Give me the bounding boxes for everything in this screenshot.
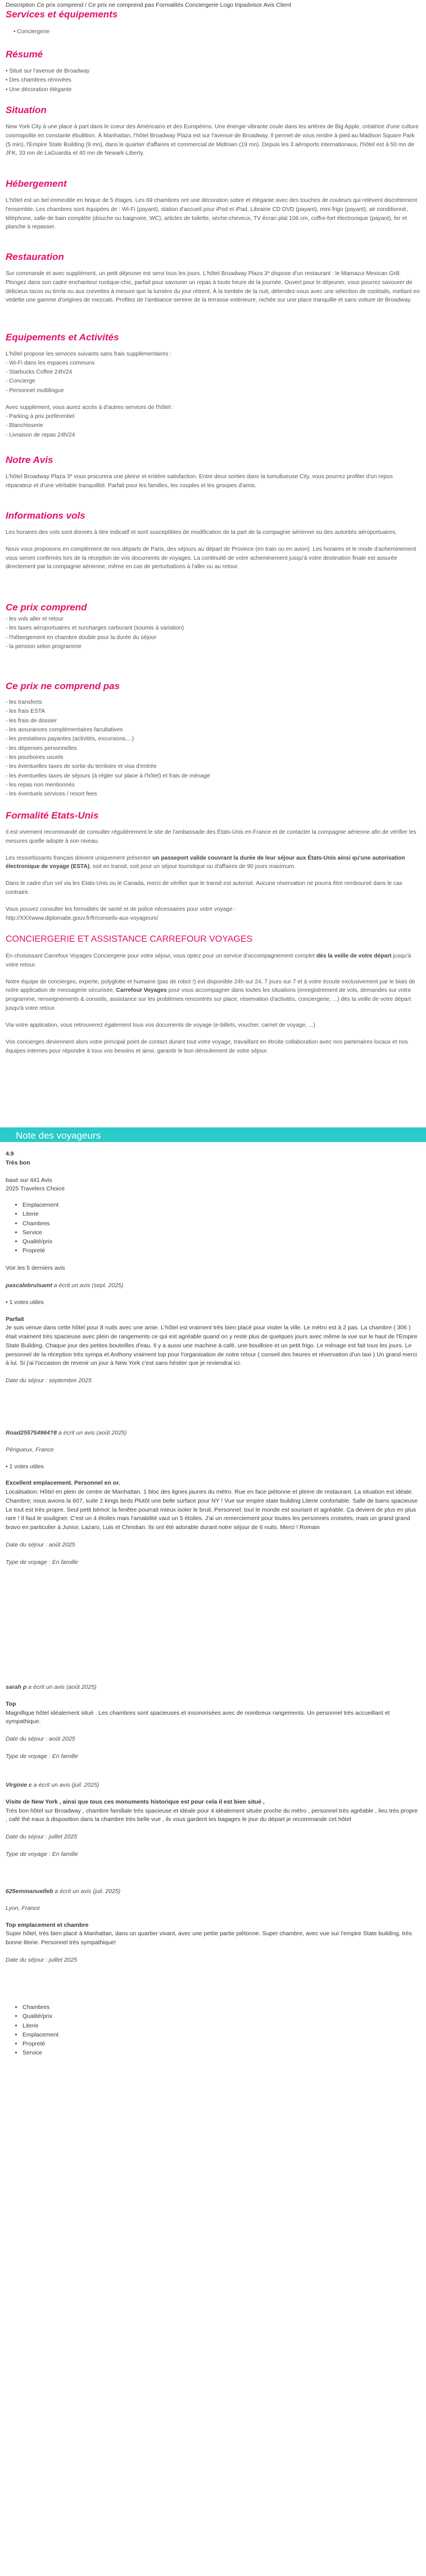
review-4: Virginie c a écrit un avis (juil. 2025) Visite de New York , ainsi que tous ces monuments historique est pour cela il est bien situé , Très bon hôtel sur Broadway , chambre familiale très spacieuse et idéale pour 4 idéalement située proche du métro , personnel très agréable , lieu très propre , café thé eaux à disposition dans la chambre très belle vue , ils vous gardent les bagages le jour du départ je recommande cet hôtel Date du séjour : juillet 2025 Type de voyage : En famille xyxy=(6,1781,420,1859)
list-item: - les transferts xyxy=(6,698,420,707)
review-location: Lyon, France xyxy=(6,1904,40,1912)
infos-section xyxy=(6,510,420,572)
review-author: Road255754964?8 xyxy=(6,1429,57,1436)
services-section xyxy=(6,9,420,37)
list-item: • Service xyxy=(22,2048,420,2057)
list-item: - les dépenses personnelles xyxy=(6,744,420,753)
review-date: Date du séjour : août 2025 xyxy=(6,1736,75,1742)
notes-banner-title: Note des voyageurs xyxy=(16,1130,101,1141)
review-2: Road255754964?8 a écrit un avis (août 2025) Périgueux, France • 1 votes utiles Excellent emplacement. Personnel en or. Localisation: Hôtel en plein de centre de Manhattan. 1 bloc des lignes jaunes du métro. Rue en face piétonne et pleine de restaurant. La situation est idéale. Chambre; nous avions la 607, suite 2 kings beds Plutôt une belle surface pour NY ! Vue sur empire state building Literie confortable. Salle de bains spacieuse Le tout est très propre. Seul petit bémol: la fenêtre pourrait mieux isoler le bruit. Personnel: tout le monde est souriant et agréable. Ça devient de plus en plus rare ! Il faut le souligner. C'est un 4 étoiles mais l'amabilité vaut un 5 étoiles. J'ai un remerciement pour toutes les personnes croisées, mais un grand grand bravo en particulier à Junior, Lazaro, Luis et Christian. Ils ont été adorable durant notre séjour de 6 nuits. Merci ! Romain Date du séjour : août 2025 Type de voyage : En famille xyxy=(6,1429,420,1567)
avis-title: Notre Avis xyxy=(6,455,53,465)
free-services-list xyxy=(6,359,420,395)
helpful-votes: • 1 votes utiles xyxy=(6,1298,44,1306)
list-item: • Emplacement xyxy=(22,1201,420,1210)
review-location: Périgueux, France xyxy=(6,1446,54,1453)
review-title: Visite de New York , ainsi que tous ces monuments historique est pour cela il est bien situé , xyxy=(6,1798,265,1805)
conciergerie-p2: Notre équipe de concierges, experte, polyglotte et humaine (pas de robot !) est disponible 24h sur 24, 7 jours sur 7 et à votre écoute exclusivement par le biais de notre application de messagerie sécurisée, Carrefour Voyages pour vous accompagner dans toutes les situations (enregistrement de vols, demandes sur votre programme, renseignements & conseils, assistance sur les problèmes rencontrés sur place, réservation d'activités, conciergerie, ...) dès la veille de votre départ jusqu'à votre retour. xyxy=(6,978,415,1012)
list-item: • Chambres xyxy=(22,1219,420,1228)
list-item: - les frais de dossier xyxy=(6,717,420,726)
list-item: - les assurances complémentaires facultatives xyxy=(6,726,420,735)
services-list xyxy=(13,28,420,37)
review-title: Top emplacement et chambre xyxy=(6,1921,89,1928)
review-author: Virginie c xyxy=(6,1782,32,1788)
rating-label: Très bon xyxy=(6,1159,30,1166)
review-body: Magnifique hôtel idéalement situé . Les chambres sont spacieuses et insonorisées avec de nombreux rangements. Un personnel très accueillant et sympathique. xyxy=(6,1709,390,1725)
list-item: - les frais ESTA xyxy=(6,707,420,716)
notes-summary xyxy=(6,1150,420,1273)
list-item: - les prestations payantes (activités, excursions....) xyxy=(6,735,420,744)
formalite-p1: Il est vivement recommandé de consulter régulièrement le site de l'ambassade des États-Unis en France et de contacter la compagnie aérienne afin de vérifier les mesures quelle adopte à son niveau. xyxy=(6,829,416,844)
review-title: Excellent emplacement. Personnel en or. xyxy=(6,1480,120,1487)
notes-banner xyxy=(0,1127,426,1142)
review-3: sarah p a écrit un avis (août 2025) Top Magnifique hôtel idéalement situé . Les chambres sont spacieuses et insonorisées avec de nombreux rangements. Un personnel très accueillant et sympathique. Date du séjour : août 2025 Type de voyage : En famille xyxy=(6,1683,420,1761)
review-date: Date du séjour : septembre 2025 xyxy=(6,1377,92,1384)
formalite-p2: Les ressortissants français doivent uniquement présenter un passeport valide couvrant la durée de leur séjour aux États-Unis ainsi qu'une autorisation électronique de voyage (ESTA), soit en transit, soit pour un séjour touristique ou d'affaires de 90 jours maximum. xyxy=(6,855,405,870)
list-item: - les taxes aéroportuaires et surcharges carburant (soumis à variation) xyxy=(6,624,420,633)
conciergerie-section xyxy=(6,934,420,1055)
list-item: - Concierge xyxy=(6,377,420,386)
review-title: Top xyxy=(6,1700,16,1707)
infos-title: Informations vols xyxy=(6,510,85,521)
formalite-section xyxy=(6,810,420,923)
resume-title: Résumé xyxy=(6,49,43,60)
list-item: - les vols aller et retour xyxy=(6,615,420,624)
review-date: Date du séjour : juillet 2025 xyxy=(6,1833,78,1840)
review-body: Très bon hôtel sur Broadway , chambre familiale très spacieuse et idéale pour 4 idéalement située proche du métro , personnel très agréable , lieu très propre , café thé eaux à disposition dans la chambre très belle vue , ils vous gardent les bagages le jour du départ je recommande cet hôtel xyxy=(6,1807,418,1823)
list-item: • Propreté xyxy=(22,1246,420,1255)
formalite-p3: Dans le cadre d'un vol via les Etats-Unis ou le Canada, merci de vérifier que le transit est autorisé. Aucune réservation ne pourra être remboursé dans le cas contraire. xyxy=(6,880,402,896)
review-date: Date du séjour : août 2025 xyxy=(6,1541,75,1548)
list-item: • Qualité/prix xyxy=(22,1237,420,1246)
score: 4.9 xyxy=(6,1150,14,1157)
list-item: • Des chambres rénovées xyxy=(6,76,420,85)
based-on: basé sur 441 Avis xyxy=(6,1176,52,1184)
equipements-paid-intro: Avec supplément, vous aurez accès à d'autres services de l'hôtel : xyxy=(6,404,174,411)
situation-title: Situation xyxy=(6,105,47,115)
paid-services-list xyxy=(6,412,420,440)
conciergerie-p1: En choisissant Carrefour Voyages Conciergerie pour votre séjour, vous optez pour un service d'accompagnement complet dès la veille de votre départ jusqu'à votre retour. xyxy=(6,953,411,968)
list-item: • Literie xyxy=(22,2021,420,2030)
review-type: Type de voyage : En famille xyxy=(6,1558,78,1566)
hebergement-text: L'hôtel est un bel immeuble en brique de 5 étages. Les 69 chambres ont une décoration sobre et élégante avec des touches de couleurs qui relèvent discrètement l'ensemble. Les chambres sont équipées de : Wi-Fi (payant), station d'accueil pour iPod et iPad, Librairie CD DVD (payant), mini frigo (payant), air conditionné, téléphone, salle de bain complète (douche ou baignoire, WC), articles de toilette, sèche-cheveux, TV écran plat 106 cm, coffre-fort électronique (payant), fer et planche à repasser. xyxy=(6,197,417,231)
hebergement-title: Hébergement xyxy=(6,178,67,189)
bottom-criteria xyxy=(6,2003,420,2058)
list-item: • Conciergerie xyxy=(13,28,420,37)
list-item: - l'hébergement en chambre double pour la durée du séjour xyxy=(6,633,420,642)
resume-list xyxy=(6,67,420,95)
review-type: Type de voyage : En famille xyxy=(6,1850,78,1858)
list-item: - Personnel multilingue xyxy=(6,386,420,395)
top-nav-text: Description Ce prix comprend / Ce prix ne comprend pas Formalités Conciergerie Logo tripadvisor Avis Client xyxy=(6,2,292,8)
review-type: Type de voyage : En famille xyxy=(6,1752,78,1760)
review-date: Date du séjour : juillet 2025 xyxy=(6,1956,78,1963)
comprend-pas-title: Ce prix ne comprend pas xyxy=(6,681,120,691)
avis-section xyxy=(6,455,420,491)
list-item: - les pourboires usuels xyxy=(6,753,420,762)
list-item: - les éventuelles taxes de séjours (à régler sur place à l'hôtel) et frais de ménage xyxy=(6,772,420,781)
review-body: Super hôtel, très bien placé à Manhattan, dans un quartier vivant, avec une petite partie piétonne. Super chambre, avec vue sur l'empire State building, très bonne literie. Personnel très sympathique! xyxy=(6,1930,412,1946)
list-item: • Service xyxy=(22,1228,420,1237)
list-item: • Une décoration élégante xyxy=(6,86,420,95)
list-item: - Starbucks Coffee 24h/24 xyxy=(6,368,420,377)
review-author: 625emmanuelleb xyxy=(6,1888,53,1895)
last-reviews-link[interactable]: Voir les 5 derniers avis xyxy=(6,1264,65,1271)
list-item: - Wi-Fi dans les espaces communs xyxy=(6,359,420,368)
resume-section xyxy=(6,49,420,95)
review-body: Je suis venue dans cette hôtel pour 8 nuits avec une amie. L'hôtel est vraiment très bien placé pour visiter la ville. Le métro est à 2 pas. La chambre ( 306 ) était vraiment très spacieuse avec plein de rangements ce qui est agréable quand on y reste plus de quelques jours avec même la vue sur le haut de l'Empire State Building. Chaque jour des petites bouteilles d'eau. Il y a aussi une machine à café, une bouilloire et un petit frigo. Le ménage est fait tous les jours. Le personnel de la réception très sympa et Anthony vraiment top pour l'organisation de notre retour ( conseil des heures et réservation d'un taxi ) Un grand merci à lui. Si j'ai l'occasion de revenir un jour à New York c'est sans hésiter que je reviendrai ici. xyxy=(6,1324,418,1367)
review-1: pascalebrulsamt a écrit un avis (sept. 2025) • 1 votes utiles Parfait Je suis venue dans cette hôtel pour 8 nuits avec une amie. L'hôtel est vraiment très bien placé pour visiter la ville. Le métro est à 2 pas. La chambre ( 306 ) était vraiment très spacieuse avec plein de rangements ce qui est agréable quand on y reste plus de quelques jours avec même la vue sur le haut de l'Empire State Building. Chaque jour des petites bouteilles d'eau. Il y a aussi une machine à café, une bouilloire et un petit frigo. Le ménage est fait tous les jours. Le personnel de la réception très sympa et Anthony vraiment top pour l'organisation de notre retour ( conseil des heures et réservation d'un taxi ) Un grand merci à lui. Si j'ai l'occasion de revenir un jour à New York c'est sans hésiter que je reviendrai ici. Date du séjour : septembre 2025 xyxy=(6,1282,420,1386)
restauration-text: Sur commande et avec supplément, un petit déjeuner est servi tous les jours. L'hôtel Broadway Plaza 3* dispose d'un restaurant : le Mamazui Mexican Grill. Plongez dans son cadre enchanteur rustique-chic, parfait pour savourer un repas à toute heure de la journée. Ouvert pour le déjeuner, vous pourrez savourer de délicieux tacos ou tirrrla ou aux crevettes à mesure que la lumière du jour rétrent. À la tombée de la nuit, détendez-vous avec une sélection de cocktails, mettant en vedette une gamme d'origines de mezcals. Profitez de l'ambiance sereine de la terrasse extérieure, nichée sur une place tranquille et sans voiture de Broadway. xyxy=(6,271,420,304)
list-item: - les repas non mentionnés xyxy=(6,781,420,790)
list-item: - la pension selon programme xyxy=(6,642,420,651)
comprend-section xyxy=(6,602,420,651)
equipements-section xyxy=(6,332,420,440)
comprend-pas-list xyxy=(6,698,420,799)
formalite-title: Formalité Etats-Unis xyxy=(6,810,99,821)
award: 2025 Travelers Choice xyxy=(6,1185,65,1193)
list-item: - les éventuels services / resort fees xyxy=(6,790,420,799)
services-title: Services et équipements xyxy=(6,9,118,20)
list-item: - Blanchisserie xyxy=(6,421,420,430)
diplomatie-link[interactable]: http://XXXwww.diplomatie.gouv.fr/fr/conseils-aux-voyageurs/ xyxy=(6,915,158,921)
hebergement-section xyxy=(6,178,420,232)
formalite-p4: Vous pouvez consulter les formalités de santé et de police nécessaires pour votre voyage : xyxy=(6,906,236,912)
list-item: • Qualité/prix xyxy=(22,2012,420,2021)
list-item: - les éventuelles taxes de sortie du territoire et visa d'entrée xyxy=(6,762,420,771)
list-item: • Chambres xyxy=(22,2003,420,2012)
comprend-pas-section xyxy=(6,681,420,799)
list-item: • Emplacement xyxy=(22,2030,420,2039)
helpful-votes: • 1 votes utiles xyxy=(6,1463,44,1470)
comprend-title: Ce prix comprend xyxy=(6,602,87,613)
list-item: - Livraison de repas 24h/24 xyxy=(6,431,420,440)
situation-text: New York City à une place à part dans le coeur des Américains et des Européens. Une énergie vibrante coule dans les artères de Big Apple, créatrice d'une culture cosmopolite en constante ébullition. À Manhattan, l'hôtel Broadway Plaza est sur l'avenue de Broadway. Il permet de vous rendre à pied au Madison Square Park (5 min), l'Empire State Building (9 mn), dans le quartier d'affaires et commercial de Midtown (19 mn). Depuis les 3 aéroports internationaux, l'hôtel est à 50 mn de JFK, 33 mn de LaGuardia et 40 mn de Newark-Liberty. xyxy=(6,124,419,157)
equipements-title: Equipements et Activités xyxy=(6,332,119,343)
list-item: • Propreté xyxy=(22,2039,420,2048)
review-title: Parfait xyxy=(6,1315,24,1323)
criteria-list xyxy=(6,1201,420,1256)
restauration-section xyxy=(6,251,420,305)
infos-p2: Nous vous proposons en complément de nos départs de Paris, des séjours au départ de Province (en train ou en avion). Les horaires et le mode d'acheminement vous seront confirmés lors de la réception de vos documents de voyages. La continuité de votre acheminement jusqu'à votre destination finale est assurée directement par la compagnie aérienne, même en cas de perturbations à l'aller ou au retour. xyxy=(6,546,416,570)
avis-text: L'hôtel Broadway Plaza 3* vous procurera une pleine et entière satisfaction. Entre deux sorties dans la tumultueuse City, vous pourrez profiter d'un repos réparateur et d'une véritable tranquillité. Parfait pour les familles, les couples et les groupes d'amis. xyxy=(6,474,393,489)
equipements-intro: L'hôtel propose les services suivants sans frais supplémentaires : xyxy=(6,351,172,357)
bottom-criteria-list xyxy=(6,2003,420,2058)
conciergerie-p3: Via votre application, vous retrouverez également tous vos documents de voyage (e-billets, voucher, carnet de voyage, ...) xyxy=(6,1022,315,1028)
review-5: 625emmanuelleb a écrit un avis (juil. 2025) Lyon, France Top emplacement et chambre Super hôtel, très bien placé à Manhattan, dans un quartier vivant, avec une petite partie piétonne. Super chambre, avec vue sur l'empire State building, très bonne literie. Personnel très sympathique! Date du séjour : juillet 2025 xyxy=(6,1887,420,1965)
restauration-title: Restauration xyxy=(6,251,64,262)
list-item: • Literie xyxy=(22,1210,420,1219)
comprend-list xyxy=(6,615,420,651)
list-item: • Situé sur l'avenue de Broadway xyxy=(6,67,420,76)
conciergerie-title: CONCIERGERIE ET ASSISTANCE CARREFOUR VOYAGES xyxy=(6,934,253,944)
review-body: Localisation: Hôtel en plein de centre de Manhattan. 1 bloc des lignes jaunes du métro. Rue en face piétonne et pleine de restaurant. La situation est idéale. Chambre; nous avions la 607, suite 2 kings beds Plutôt une belle surface pour NY ! Vue sur empire state building Literie confortable. Salle de bains spacieuse Le tout est très propre. Seul petit bémol: la fenêtre pourrait mieux isoler le bruit. Personnel: tout le monde est souriant et agréable. Ça devient de plus en plus rare ! Il faut le souligner. C'est un 4 étoiles mais l'amabilité vaut un 5 étoiles. J'ai un remerciement pour toutes les personnes croisées, mais un grand grand bravo en particulier à Junior, Lazaro, Luis et Christian. Ils ont été adorable durant notre séjour de 6 nuits. Merci ! Romain xyxy=(6,1489,418,1531)
conciergerie-p4: Vos concierges deviennent alors votre principal point de contact durant tout votre voyage, travaillant en étroite collaboration avec nos partenaires locaux et nos équipes internes pour répondre à tous vos besoins et ainsi, garantir le bon déroulement de votre séjour. xyxy=(6,1039,408,1054)
infos-p1: Les horaires des vols sont donnés à titre indicatif et sont susceptibles de modification de la part de la compagnie aérienne ou des autorités aéroportuaires. xyxy=(6,529,397,536)
review-author: pascalebrulsamt xyxy=(6,1282,52,1289)
review-author: sarah p xyxy=(6,1684,27,1691)
list-item: - Parking à prix préférentiel xyxy=(6,412,420,421)
situation-section xyxy=(6,105,420,158)
